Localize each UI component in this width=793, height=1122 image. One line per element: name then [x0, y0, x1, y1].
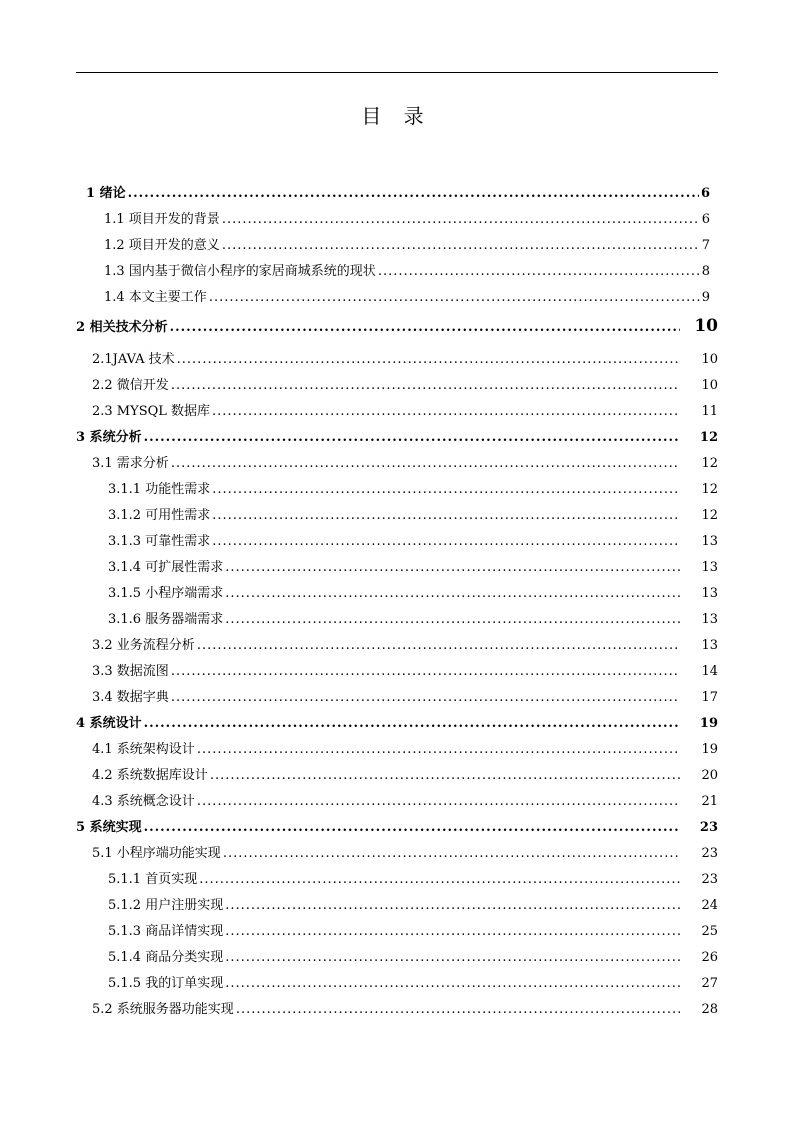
toc-entry-3-1-1[interactable]: 3.1.1 功能性需求 ..... 12 [108, 478, 718, 504]
toc-entry-5-2[interactable]: 5.2 系统服务器功能实现 ..... 28 [92, 998, 718, 1024]
toc-entry-2-2[interactable]: 2.2 微信开发 ..... 10 [92, 374, 718, 400]
header-rule [76, 72, 718, 73]
toc-entry-3[interactable]: 3 系统分析 ..... 12 [76, 426, 718, 452]
toc-entry-5[interactable]: 5 系统实现 ..... 23 [76, 816, 718, 842]
toc-entry-1-1[interactable]: 1.1 项目开发的背景 ..... 6 [104, 208, 710, 234]
toc-entry-3-1-2[interactable]: 3.1.2 可用性需求 ..... 12 [108, 504, 718, 530]
toc-entry-2-3[interactable]: 2.3 MYSQL 数据库 ..... 11 [92, 400, 718, 426]
toc-entry-4-1[interactable]: 4.1 系统架构设计 ..... 19 [92, 738, 718, 764]
toc-entry-1-3[interactable]: 1.3 国内基于微信小程序的家居商城系统的现状 ..... 8 [104, 260, 710, 286]
toc-entry-4-3[interactable]: 4.3 系统概念设计 ..... 21 [92, 790, 718, 816]
toc-entry-3-3[interactable]: 3.3 数据流图 ..... 14 [92, 660, 718, 686]
toc-entry-3-2[interactable]: 3.2 业务流程分析 ..... 13 [92, 634, 718, 660]
toc-entry-5-1[interactable]: 5.1 小程序端功能实现 ..... 23 [92, 842, 718, 868]
page-title: 目 录 [361, 104, 432, 128]
toc-entry-1-2[interactable]: 1.2 项目开发的意义 ..... 7 [104, 234, 710, 260]
toc-entry-5-1-5[interactable]: 5.1.5 我的订单实现 ..... 27 [108, 972, 718, 998]
toc-entry-5-1-4[interactable]: 5.1.4 商品分类实现 ..... 26 [108, 946, 718, 972]
toc-entry-5-1-1[interactable]: 5.1.1 首页实现 ..... 23 [108, 868, 718, 894]
toc-entry-4[interactable]: 4 系统设计 ..... 19 [76, 712, 718, 738]
toc-entry-5-1-2[interactable]: 5.1.2 用户注册实现 ..... 24 [108, 894, 718, 920]
toc-entry-1-4[interactable]: 1.4 本文主要工作 ..... 9 [104, 286, 710, 312]
toc-entry-2-1[interactable]: 2.1JAVA 技术 ..... 10 [92, 348, 718, 374]
toc-entry-3-1[interactable]: 3.1 需求分析 ..... 12 [92, 452, 718, 478]
toc-entry-1[interactable]: 1 绪论 ..... 6 [86, 182, 710, 208]
toc-entry-3-1-3[interactable]: 3.1.3 可靠性需求 ..... 13 [108, 530, 718, 556]
toc-entry-2[interactable]: 2 相关技术分析 ..... 10 [76, 316, 718, 342]
toc-entry-5-1-3[interactable]: 5.1.3 商品详情实现 ..... 25 [108, 920, 718, 946]
toc-entry-3-1-4[interactable]: 3.1.4 可扩展性需求 ..... 13 [108, 556, 718, 582]
toc-entry-3-4[interactable]: 3.4 数据字典 ..... 17 [92, 686, 718, 712]
toc-entry-3-1-5[interactable]: 3.1.5 小程序端需求 ..... 13 [108, 582, 718, 608]
toc-entry-4-2[interactable]: 4.2 系统数据库设计 ..... 20 [92, 764, 718, 790]
toc-entry-3-1-6[interactable]: 3.1.6 服务器端需求 ..... 13 [108, 608, 718, 634]
